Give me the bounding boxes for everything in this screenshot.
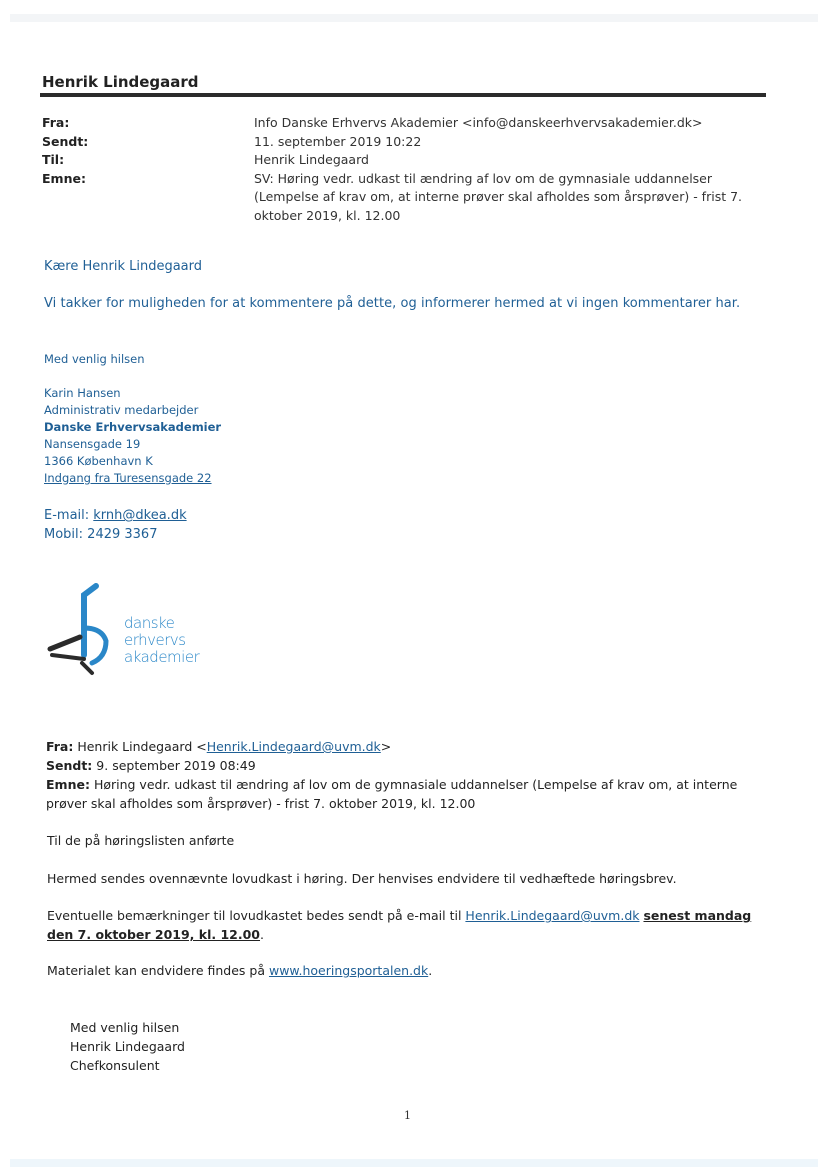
logo-wordmark [124,615,199,666]
header-row-from [42,114,766,133]
subject-value: SV: Høring vedr. udkast til ændring af lov om de gymnasiale uddannelser (Lempelse af krav om, at interne prøver skal afholdes som årsprøver) - frist 7. oktober 2019, kl. 12.00 [254,170,743,223]
scan-bottom-band [10,1159,818,1167]
forwarded-sent-line [46,756,768,775]
forwarded-paragraph-2: Hermed sendes ovennævnte lovudkast i høring. Der henvises endvidere til vedhæftede høringsbrev. [47,871,677,886]
forwarded-sent-label: Sendt: [46,758,93,773]
forwarded-from-email-link[interactable]: Henrik.Lindegaard@uvm.dk [206,739,381,754]
p3-deadline: senest mandag den 7. oktober 2019, kl. 12.00 [47,908,752,942]
signature-title: Administrativ medarbejder [44,403,199,417]
contact-block [44,507,187,544]
email-label: E-mail: [44,508,90,523]
sent-label: Sendt: [42,133,89,149]
forwarded-from-close: > [380,739,392,754]
forwarded-from-line [46,737,768,756]
email-line [44,507,187,526]
from-label: Fra: [42,115,70,130]
dkea-logo-mark-icon [44,583,124,678]
forwarded-closing-title: Chefkonsulent [70,1058,160,1073]
forwarded-closing-greeting: Med venlig hilsen [70,1020,180,1035]
forwarded-subject-value: Høring vedr. udkast til ændring af lov om de gymnasiale uddannelser (Lempelse af krav om, at interne prøver skal afholdes som årsprøver) - frist 7. oktober 2019, kl. 12.00 [46,777,738,811]
forwarded-subject-label: Emne: [46,777,90,792]
forwarded-closing [70,1018,185,1075]
from-value: Info Danske Erhvervs Akademier <info@danskeerhvervsakademier.dk> [254,115,703,130]
forwarded-from-name: Henrik Lindegaard < [77,739,207,754]
logo-line-2: erhvervs [124,631,186,649]
p4-text: Materialet kan endvidere findes på [47,963,269,978]
forwarded-subject-line [46,775,768,813]
signature-name: Karin Hansen [44,386,121,400]
scan-top-band [10,14,818,22]
phone-value: 2429 3367 [87,526,158,542]
header-row-subject [42,170,766,226]
p3-text: Eventuelle bemærkninger til lovudkastet bedes sendt på e-mail til [47,908,466,923]
signature-email-link[interactable]: krnh@dkea.dk [93,508,187,523]
forwarded-header [46,737,768,813]
header-row-to [42,151,766,170]
dkea-logo [44,583,214,678]
subject-label: Emne: [42,170,86,186]
forwarded-paragraph-4 [47,961,767,980]
forwarded-from-label: Fra: [46,739,74,754]
p3-email-link[interactable]: Henrik.Lindegaard@uvm.dk [465,908,640,923]
signature-street: Nansensgade 19 [44,437,141,451]
signature-organization: Danske Erhvervsakademier [44,420,222,434]
phone-label: Mobil: [44,526,84,542]
reply-message: Vi takker for muligheden for at kommentere på dette, og informerer hermed at vi ingen kommentarer har. [44,296,741,311]
header-rule [40,93,766,97]
forwarded-paragraph-3 [47,906,767,944]
p4-end: . [428,963,433,978]
logo-line-1: danske [124,614,175,632]
forwarded-closing-name: Henrik Lindegaard [70,1039,185,1054]
phone-line [44,526,187,545]
to-value: Henrik Lindegaard [254,152,369,167]
page-number: 1 [404,1109,411,1122]
signature-city: 1366 København K [44,454,153,468]
forwarded-paragraph-1: Til de på høringslisten anførte [47,833,235,848]
reply-closing: Med venlig hilsen [44,352,145,366]
sent-value: 11. september 2019 10:22 [254,133,422,149]
to-label: Til: [42,152,65,167]
header-row-sent [42,133,766,152]
signature-entrance: Indgang fra Turesensgade 22 [44,471,212,485]
sender-heading: Henrik Lindegaard [42,73,199,91]
reply-header [42,114,766,225]
p3-end: . [260,927,264,942]
reply-greeting: Kære Henrik Lindegaard [44,259,203,274]
hoeringsportalen-link[interactable]: www.hoeringsportalen.dk [268,963,429,978]
forwarded-sent-value: 9. september 2019 08:49 [96,758,256,773]
signature-block [44,385,221,487]
logo-line-3: akademier [124,648,200,666]
